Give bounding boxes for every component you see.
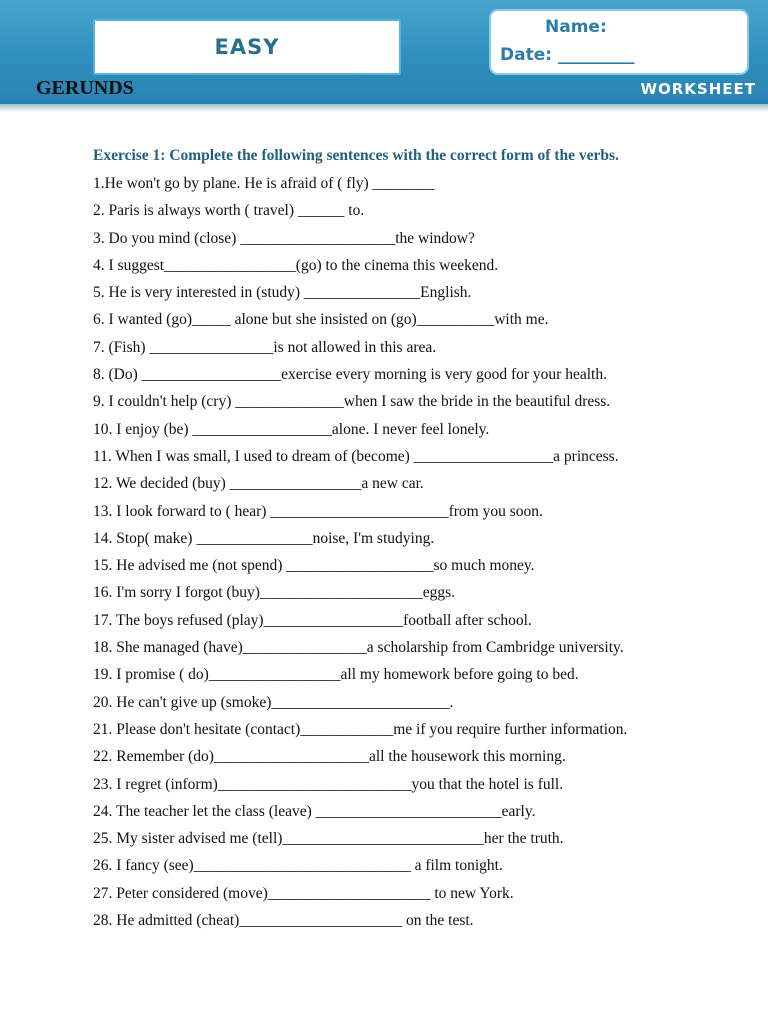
topic-title: GERUNDS <box>36 77 134 99</box>
exercise-item: 8. (Do) __________________exercise every morning is very good for your health. <box>93 366 607 384</box>
date-label: Date: _________ <box>500 45 635 65</box>
exercise-instruction: Exercise 1: Complete the following sentences with the correct form of the verbs. <box>93 147 619 164</box>
exercise-item: 11. When I was small, I used to dream of (become) __________________a princess. <box>93 447 619 465</box>
exercise-item: 22. Remember (do)____________________all the housework this morning. <box>93 748 566 766</box>
exercise-item: 20. He can't give up (smoke)_______________________. <box>93 693 454 711</box>
exercise-item: 26. I fancy (see)____________________________ a film tonight. <box>93 857 503 875</box>
exercise-item: 28. He admitted (cheat)_____________________ on the test. <box>93 912 474 930</box>
exercise-item: 2. Paris is always worth ( travel) ______ to. <box>93 202 365 220</box>
exercise-item: 21. Please don't hesitate (contact)____________me if you require further information. <box>93 720 628 738</box>
exercise-item: 3. Do you mind (close) ____________________the window? <box>93 229 475 247</box>
exercise-item: 9. I couldn't help (cry) ______________when I saw the bride in the beautiful dress. <box>93 393 611 411</box>
exercise-item: 6. I wanted (go)_____ alone but she insisted on (go)__________with me. <box>93 311 549 329</box>
exercise-item: 1.He won't go by plane. He is afraid of ( fly) ________ <box>93 175 435 192</box>
exercise-item: 19. I promise ( do)_________________all my homework before going to bed. <box>93 666 579 684</box>
exercise-item: 7. (Fish) ________________is not allowed in this area. <box>93 338 437 356</box>
exercise-item: 24. The teacher let the class (leave) ________________________early. <box>93 802 536 820</box>
exercise-item: 15. He advised me (not spend) ___________________so much money. <box>93 557 535 575</box>
exercise-item: 14. Stop( make) _______________noise, I'm studying. <box>93 529 435 547</box>
exercise-list <box>93 172 627 936</box>
level-label: EASY <box>214 35 280 59</box>
exercise-item: 17. The boys refused (play)__________________football after school. <box>93 611 532 629</box>
level-underline <box>195 73 359 74</box>
exercise-item: 5. He is very interested in (study) _______________English. <box>93 284 472 302</box>
exercise-item: 13. I look forward to ( hear) _______________________from you soon. <box>93 502 543 520</box>
exercise-item: 25. My sister advised me (tell)__________________________her the truth. <box>93 830 564 848</box>
name-label: Name: <box>545 17 607 37</box>
exercise-item: 4. I suggest_________________(go) to the cinema this weekend. <box>93 256 499 274</box>
exercise-item: 18. She managed (have)________________a scholarship from Cambridge university. <box>93 639 624 657</box>
exercise-item: 16. I'm sorry I forgot (buy)_____________________eggs. <box>93 584 455 602</box>
level-box <box>93 19 401 75</box>
student-info-box <box>489 9 749 75</box>
sheet-type-label: WORKSHEET <box>640 80 756 98</box>
exercise-item: 10. I enjoy (be) __________________alone. I never feel lonely. <box>93 420 490 438</box>
header-shadow <box>0 104 768 112</box>
exercise-item: 23. I regret (inform)_________________________you that the hotel is full. <box>93 775 564 793</box>
exercise-item: 27. Peter considered (move)_____________________ to new York. <box>93 884 514 902</box>
exercise-item: 12. We decided (buy) _________________a new car. <box>93 475 424 493</box>
